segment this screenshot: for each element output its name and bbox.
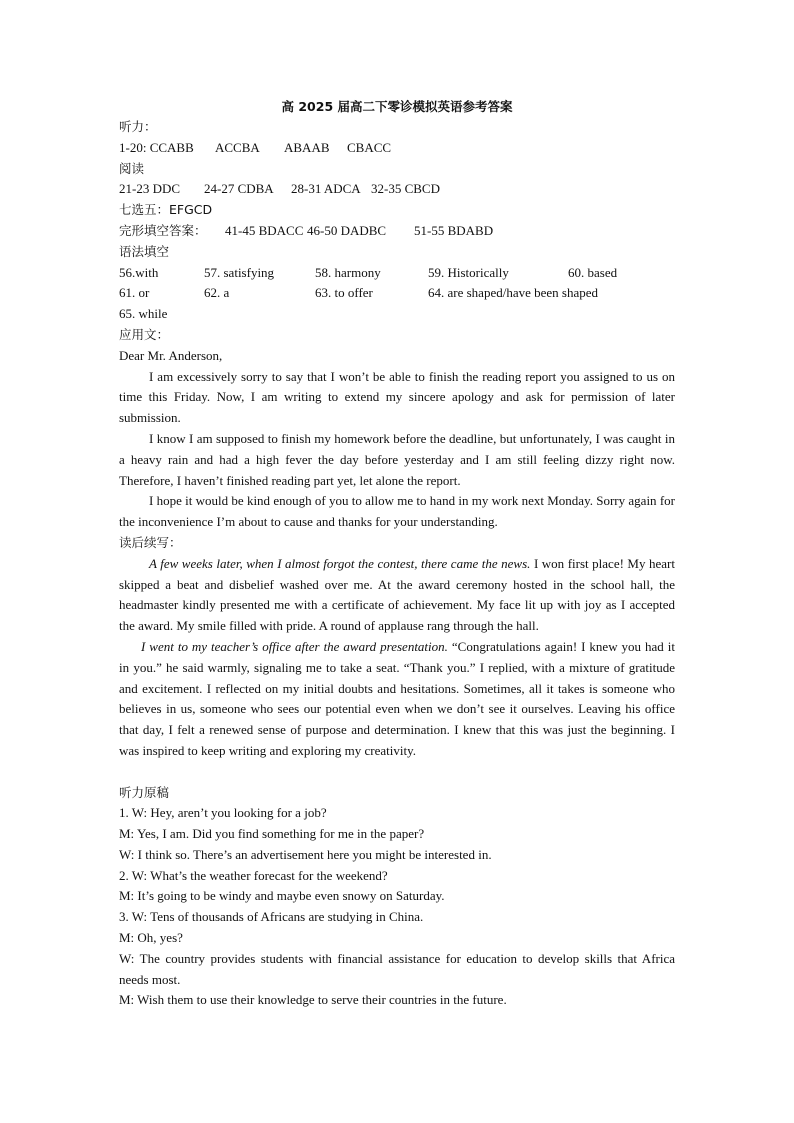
answer-sheet <box>119 96 675 1011</box>
paragraph-lead: A few weeks later, when I almost forgot the contest, there came the news. <box>149 555 531 571</box>
cloze-heading: 完形填空答案： <box>119 222 207 238</box>
grammar-heading: 语法填空 <box>119 243 170 259</box>
paragraph-body: “Congratulations again! I knew you had it in you.” he said warmly, signaling me to take a seat. “Thank you.” I replied, with a mixture of gratitude and excitement. I reflected on my initial doubts and hesitations. Sometimes, all it takes is someone who believes in us, someone who sees our potential even when we don’t see it ourselves. Leaving his office that day, I felt a renewed sense of purpose and determination. I knew that this was just the beginning. I was inspired to keep writing and exploring my creativity. <box>119 638 675 758</box>
letter-paragraph: I am excessively sorry to say that I won’t be able to finish the reading report you assigned to us on time this Friday. Now, I am writing to extend my sincere apology and ask for permission of later submission. <box>119 368 675 426</box>
spacer <box>119 762 675 783</box>
page-title: 高 2025 届高二下零诊模拟英语参考答案 <box>281 99 513 114</box>
listening-answers <box>119 138 675 159</box>
transcript-line: M: It’s going to be windy and maybe even snowy on Saturday. <box>119 888 445 904</box>
answer-group: 41-45 BDACC <box>225 222 304 238</box>
transcript-line: 3. W: Tens of thousands of Africans are studying in China. <box>119 909 424 925</box>
letter-paragraph: I hope it would be kind enough of you to allow me to hand in my work next Monday. Sorry again for the inconvenience I’m about to cause and thanks for your understanding. <box>119 493 675 530</box>
transcript-line: M: Wish them to use their knowledge to serve their countries in the future. <box>119 992 507 1008</box>
grammar-answer: 56.with <box>119 264 159 280</box>
transcript-line: W: I think so. There’s an advertisement here you might be interested in. <box>119 846 492 862</box>
continuation-heading: 读后续写： <box>119 534 182 550</box>
grammar-answer: 59. Historically <box>428 264 509 280</box>
letter-greeting: Dear Mr. Anderson, <box>119 347 223 363</box>
continuation-paragraph <box>119 554 675 637</box>
practical-heading: 应用文： <box>119 326 170 342</box>
seven-five-answers: 七选五：EFGCD <box>119 202 213 218</box>
answer-group: 28-31 ADCA <box>291 181 361 197</box>
transcript-line: M: Yes, I am. Did you find something for me in the paper? <box>119 826 425 842</box>
reading-answers <box>119 179 675 200</box>
transcript-line: 2. W: What’s the weather forecast for the weekend? <box>119 867 388 883</box>
grammar-answer: 64. are shaped/have been shaped <box>428 285 599 301</box>
answer-group: CBACC <box>347 139 392 155</box>
grammar-row <box>119 263 675 284</box>
grammar-answer: 57. satisfying <box>204 264 275 280</box>
transcript-heading: 听力原稿 <box>119 784 170 800</box>
grammar-answer: 60. based <box>568 264 618 280</box>
grammar-answer: 62. a <box>204 285 230 301</box>
listening-heading: 听力： <box>119 119 157 134</box>
transcript-line: W: The country provides students with financial assistance for education to develop skills that Africa needs most. <box>119 950 675 987</box>
cloze-answers <box>119 221 675 242</box>
letter-paragraph: I know I am supposed to finish my homework before the deadline, but unfortunately, I was caught in a heavy rain and had a high fever the day before yesterday and I am still feeling dizzy right now. Therefore, I haven’t finished reading part yet, let alone the report. <box>119 430 675 488</box>
answer-group: 46-50 DADBC <box>307 222 387 238</box>
answer-group: 32-35 CBCD <box>371 181 440 197</box>
reading-heading: 阅读 <box>119 160 145 176</box>
answer-group: 24-27 CDBA <box>204 181 274 197</box>
grammar-answer: 63. to offer <box>315 285 373 301</box>
answer-group: ABAAB <box>284 139 330 155</box>
paragraph-body: I won first place! My heart skipped a beat and disbelief washed over me. At the award ceremony hosted in the school hall, the headmaster kindly presented me with a certificate of achievement. My face lit up with joy as I accepted the award. My smile filled with pride. A round of applause rang through the hall. <box>119 555 675 634</box>
grammar-answer: 65. while <box>119 306 168 322</box>
paragraph-lead: I went to my teacher’s office after the award presentation. <box>141 638 448 654</box>
grammar-row <box>119 283 675 304</box>
grammar-answer: 58. harmony <box>315 264 381 280</box>
answer-group: 1-20: CCABB <box>119 139 194 155</box>
answer-group: ACCBA <box>215 139 260 155</box>
grammar-row <box>119 304 675 325</box>
answer-group: 21-23 DDC <box>119 181 181 197</box>
answer-group: 51-55 BDABD <box>414 222 494 238</box>
grammar-answer: 61. or <box>119 285 150 301</box>
transcript-line: 1. W: Hey, aren’t you looking for a job? <box>119 805 327 821</box>
transcript-line: M: Oh, yes? <box>119 930 183 946</box>
continuation-paragraph <box>119 637 675 762</box>
